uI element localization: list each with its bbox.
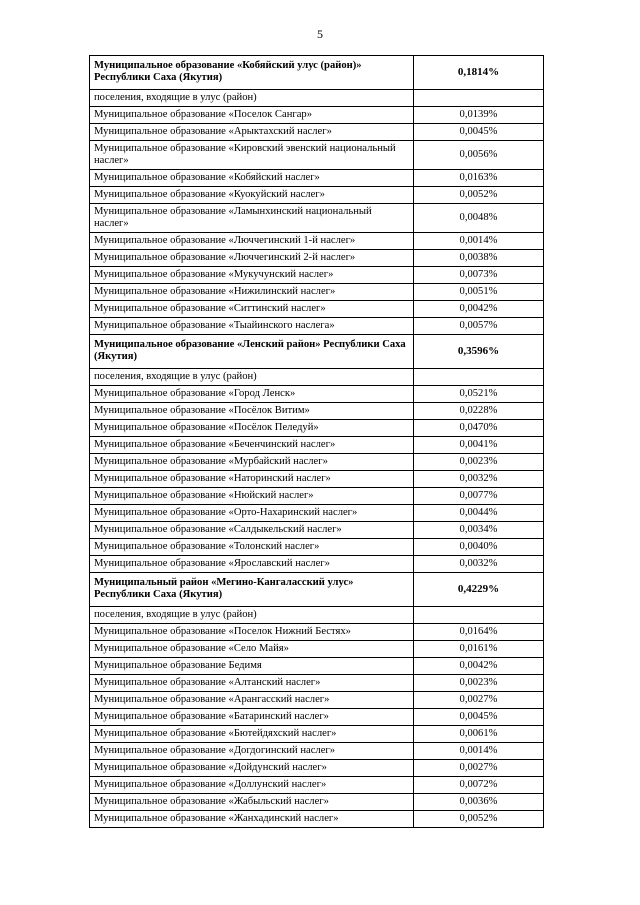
- municipality-share: 0,0163%: [414, 170, 544, 187]
- municipality-share: 0,0521%: [414, 386, 544, 403]
- municipality-name: Муниципальное образование «Салдыкельский наслег»: [90, 522, 414, 539]
- municipality-share: 0,0057%: [414, 318, 544, 335]
- table-row: [90, 403, 544, 420]
- section-title: Муниципальное образование «Ленский район» Республики Саха (Якутия): [90, 335, 414, 369]
- table-row: [90, 170, 544, 187]
- municipality-share: 0,0077%: [414, 488, 544, 505]
- municipality-share: 0,0014%: [414, 233, 544, 250]
- table-row: [90, 777, 544, 794]
- municipality-share: 0,0052%: [414, 187, 544, 204]
- municipality-name: Муниципальное образование «Бютейдяхский наслег»: [90, 726, 414, 743]
- municipality-share: 0,0014%: [414, 743, 544, 760]
- municipality-name: Муниципальное образование «Догдогинский наслег»: [90, 743, 414, 760]
- municipality-share: 0,0052%: [414, 811, 544, 828]
- municipality-name: Муниципальное образование Бедимя: [90, 658, 414, 675]
- municipality-share: 0,0228%: [414, 403, 544, 420]
- municipality-name: Муниципальное образование «Кировский эвенский национальный наслег»: [90, 141, 414, 170]
- municipality-share: 0,0042%: [414, 301, 544, 318]
- municipality-share: 0,0056%: [414, 141, 544, 170]
- municipality-share: 0,0032%: [414, 556, 544, 573]
- municipality-name: Муниципальное образование «Посёлок Витим»: [90, 403, 414, 420]
- municipality-name: Муниципальное образование «Жанхадинский наслег»: [90, 811, 414, 828]
- table-row: [90, 488, 544, 505]
- section-header-row: [90, 573, 544, 607]
- municipality-share: 0,0023%: [414, 675, 544, 692]
- municipality-name: Муниципальное образование «Наторинский наслег»: [90, 471, 414, 488]
- table-row: [90, 641, 544, 658]
- municipality-name: Муниципальное образование «Орто-Нахаринский наслег»: [90, 505, 414, 522]
- section-share: 0,4229%: [414, 573, 544, 607]
- empty-cell: [414, 90, 544, 107]
- municipality-share: 0,0044%: [414, 505, 544, 522]
- municipality-share: 0,0023%: [414, 454, 544, 471]
- table-row: [90, 420, 544, 437]
- municipality-share: 0,0164%: [414, 624, 544, 641]
- municipality-name: Муниципальное образование «Ярославский наслег»: [90, 556, 414, 573]
- section-share: 0,3596%: [414, 335, 544, 369]
- table-row: [90, 386, 544, 403]
- table-row: [90, 187, 544, 204]
- table-row: [90, 760, 544, 777]
- section-title: Муниципальный район «Мегино-Кангаласский улус» Республики Саха (Якутия): [90, 573, 414, 607]
- municipality-name: Муниципальное образование «Люччегинский 1-й наслег»: [90, 233, 414, 250]
- table-row: [90, 141, 544, 170]
- municipality-share: 0,0036%: [414, 794, 544, 811]
- municipality-name: Муниципальное образование «Тыайинского наслега»: [90, 318, 414, 335]
- municipality-name: Муниципальное образование «Поселок Нижний Бестях»: [90, 624, 414, 641]
- municipality-share: 0,0045%: [414, 124, 544, 141]
- section-subheader-row: [90, 369, 544, 386]
- empty-cell: [414, 369, 544, 386]
- municipality-name: Муниципальное образование «Толонский наслег»: [90, 539, 414, 556]
- table-row: [90, 454, 544, 471]
- section-share: 0,1814%: [414, 56, 544, 90]
- municipality-share: 0,0051%: [414, 284, 544, 301]
- municipality-name: Муниципальное образование «Нижилинский наслег»: [90, 284, 414, 301]
- municipality-share: 0,0040%: [414, 539, 544, 556]
- municipality-name: Муниципальное образование «Город Ленск»: [90, 386, 414, 403]
- table-row: [90, 522, 544, 539]
- section-header-row: [90, 56, 544, 90]
- table-row: [90, 692, 544, 709]
- table-row: [90, 709, 544, 726]
- municipality-name: Муниципальное образование «Батаринский наслег»: [90, 709, 414, 726]
- municipality-share: 0,0072%: [414, 777, 544, 794]
- municipality-share: 0,0470%: [414, 420, 544, 437]
- municipality-name: Муниципальное образование «Село Майя»: [90, 641, 414, 658]
- municipality-name: Муниципальное образование «Поселок Сангар»: [90, 107, 414, 124]
- section-subheader: поселения, входящие в улус (район): [90, 90, 414, 107]
- table-row: [90, 471, 544, 488]
- table-row: [90, 250, 544, 267]
- table-row: [90, 556, 544, 573]
- table-row: [90, 726, 544, 743]
- municipality-share: 0,0045%: [414, 709, 544, 726]
- municipality-share: 0,0038%: [414, 250, 544, 267]
- table-row: [90, 318, 544, 335]
- municipality-share: 0,0061%: [414, 726, 544, 743]
- table-row: [90, 658, 544, 675]
- municipality-share: 0,0042%: [414, 658, 544, 675]
- section-title: Муниципальное образование «Кобяйский улус (район)» Республики Саха (Якутия): [90, 56, 414, 90]
- municipality-name: Муниципальное образование «Алтанский наслег»: [90, 675, 414, 692]
- municipality-name: Муниципальное образование «Люччегинский 2-й наслег»: [90, 250, 414, 267]
- section-subheader-row: [90, 90, 544, 107]
- table-row: [90, 284, 544, 301]
- municipality-name: Муниципальное образование «Доллунский наслег»: [90, 777, 414, 794]
- section-subheader: поселения, входящие в улус (район): [90, 607, 414, 624]
- municipality-name: Муниципальное образование «Беченчинский наслег»: [90, 437, 414, 454]
- table-row: [90, 811, 544, 828]
- municipality-name: Муниципальное образование «Посёлок Пеледуй»: [90, 420, 414, 437]
- table-row: [90, 437, 544, 454]
- municipality-name: Муниципальное образование «Кобяйский наслег»: [90, 170, 414, 187]
- table-row: [90, 675, 544, 692]
- table-row: [90, 505, 544, 522]
- table-row: [90, 301, 544, 318]
- municipality-name: Муниципальное образование «Куокуйский наслег»: [90, 187, 414, 204]
- municipality-share: 0,0027%: [414, 692, 544, 709]
- municipality-share: 0,0073%: [414, 267, 544, 284]
- share-table: [89, 55, 544, 828]
- section-subheader: поселения, входящие в улус (район): [90, 369, 414, 386]
- municipality-name: Муниципальное образование «Мурбайский наслег»: [90, 454, 414, 471]
- municipality-share: 0,0032%: [414, 471, 544, 488]
- municipality-share: 0,0027%: [414, 760, 544, 777]
- table-row: [90, 624, 544, 641]
- municipality-share: 0,0048%: [414, 204, 544, 233]
- section-subheader-row: [90, 607, 544, 624]
- municipality-share: 0,0161%: [414, 641, 544, 658]
- municipality-name: Муниципальное образование «Арангасский наслег»: [90, 692, 414, 709]
- table-row: [90, 124, 544, 141]
- table-row: [90, 107, 544, 124]
- municipality-name: Муниципальное образование «Ситтинский наслег»: [90, 301, 414, 318]
- table-row: [90, 743, 544, 760]
- municipality-share: 0,0034%: [414, 522, 544, 539]
- table-row: [90, 267, 544, 284]
- table-body: [90, 56, 544, 828]
- section-header-row: [90, 335, 544, 369]
- municipality-name: Муниципальное образование «Жабыльский наслег»: [90, 794, 414, 811]
- table-row: [90, 539, 544, 556]
- municipality-name: Муниципальное образование «Дойдунский наслег»: [90, 760, 414, 777]
- table-row: [90, 794, 544, 811]
- municipality-share: 0,0041%: [414, 437, 544, 454]
- table-row: [90, 233, 544, 250]
- page-number: 5: [317, 27, 323, 41]
- empty-cell: [414, 607, 544, 624]
- table-row: [90, 204, 544, 233]
- municipality-name: Муниципальное образование «Мукучунский наслег»: [90, 267, 414, 284]
- municipality-share: 0,0139%: [414, 107, 544, 124]
- municipality-name: Муниципальное образование «Нюйский наслег»: [90, 488, 414, 505]
- municipality-name: Муниципальное образование «Ламынхинский национальный наслег»: [90, 204, 414, 233]
- municipality-name: Муниципальное образование «Арыктахский наслег»: [90, 124, 414, 141]
